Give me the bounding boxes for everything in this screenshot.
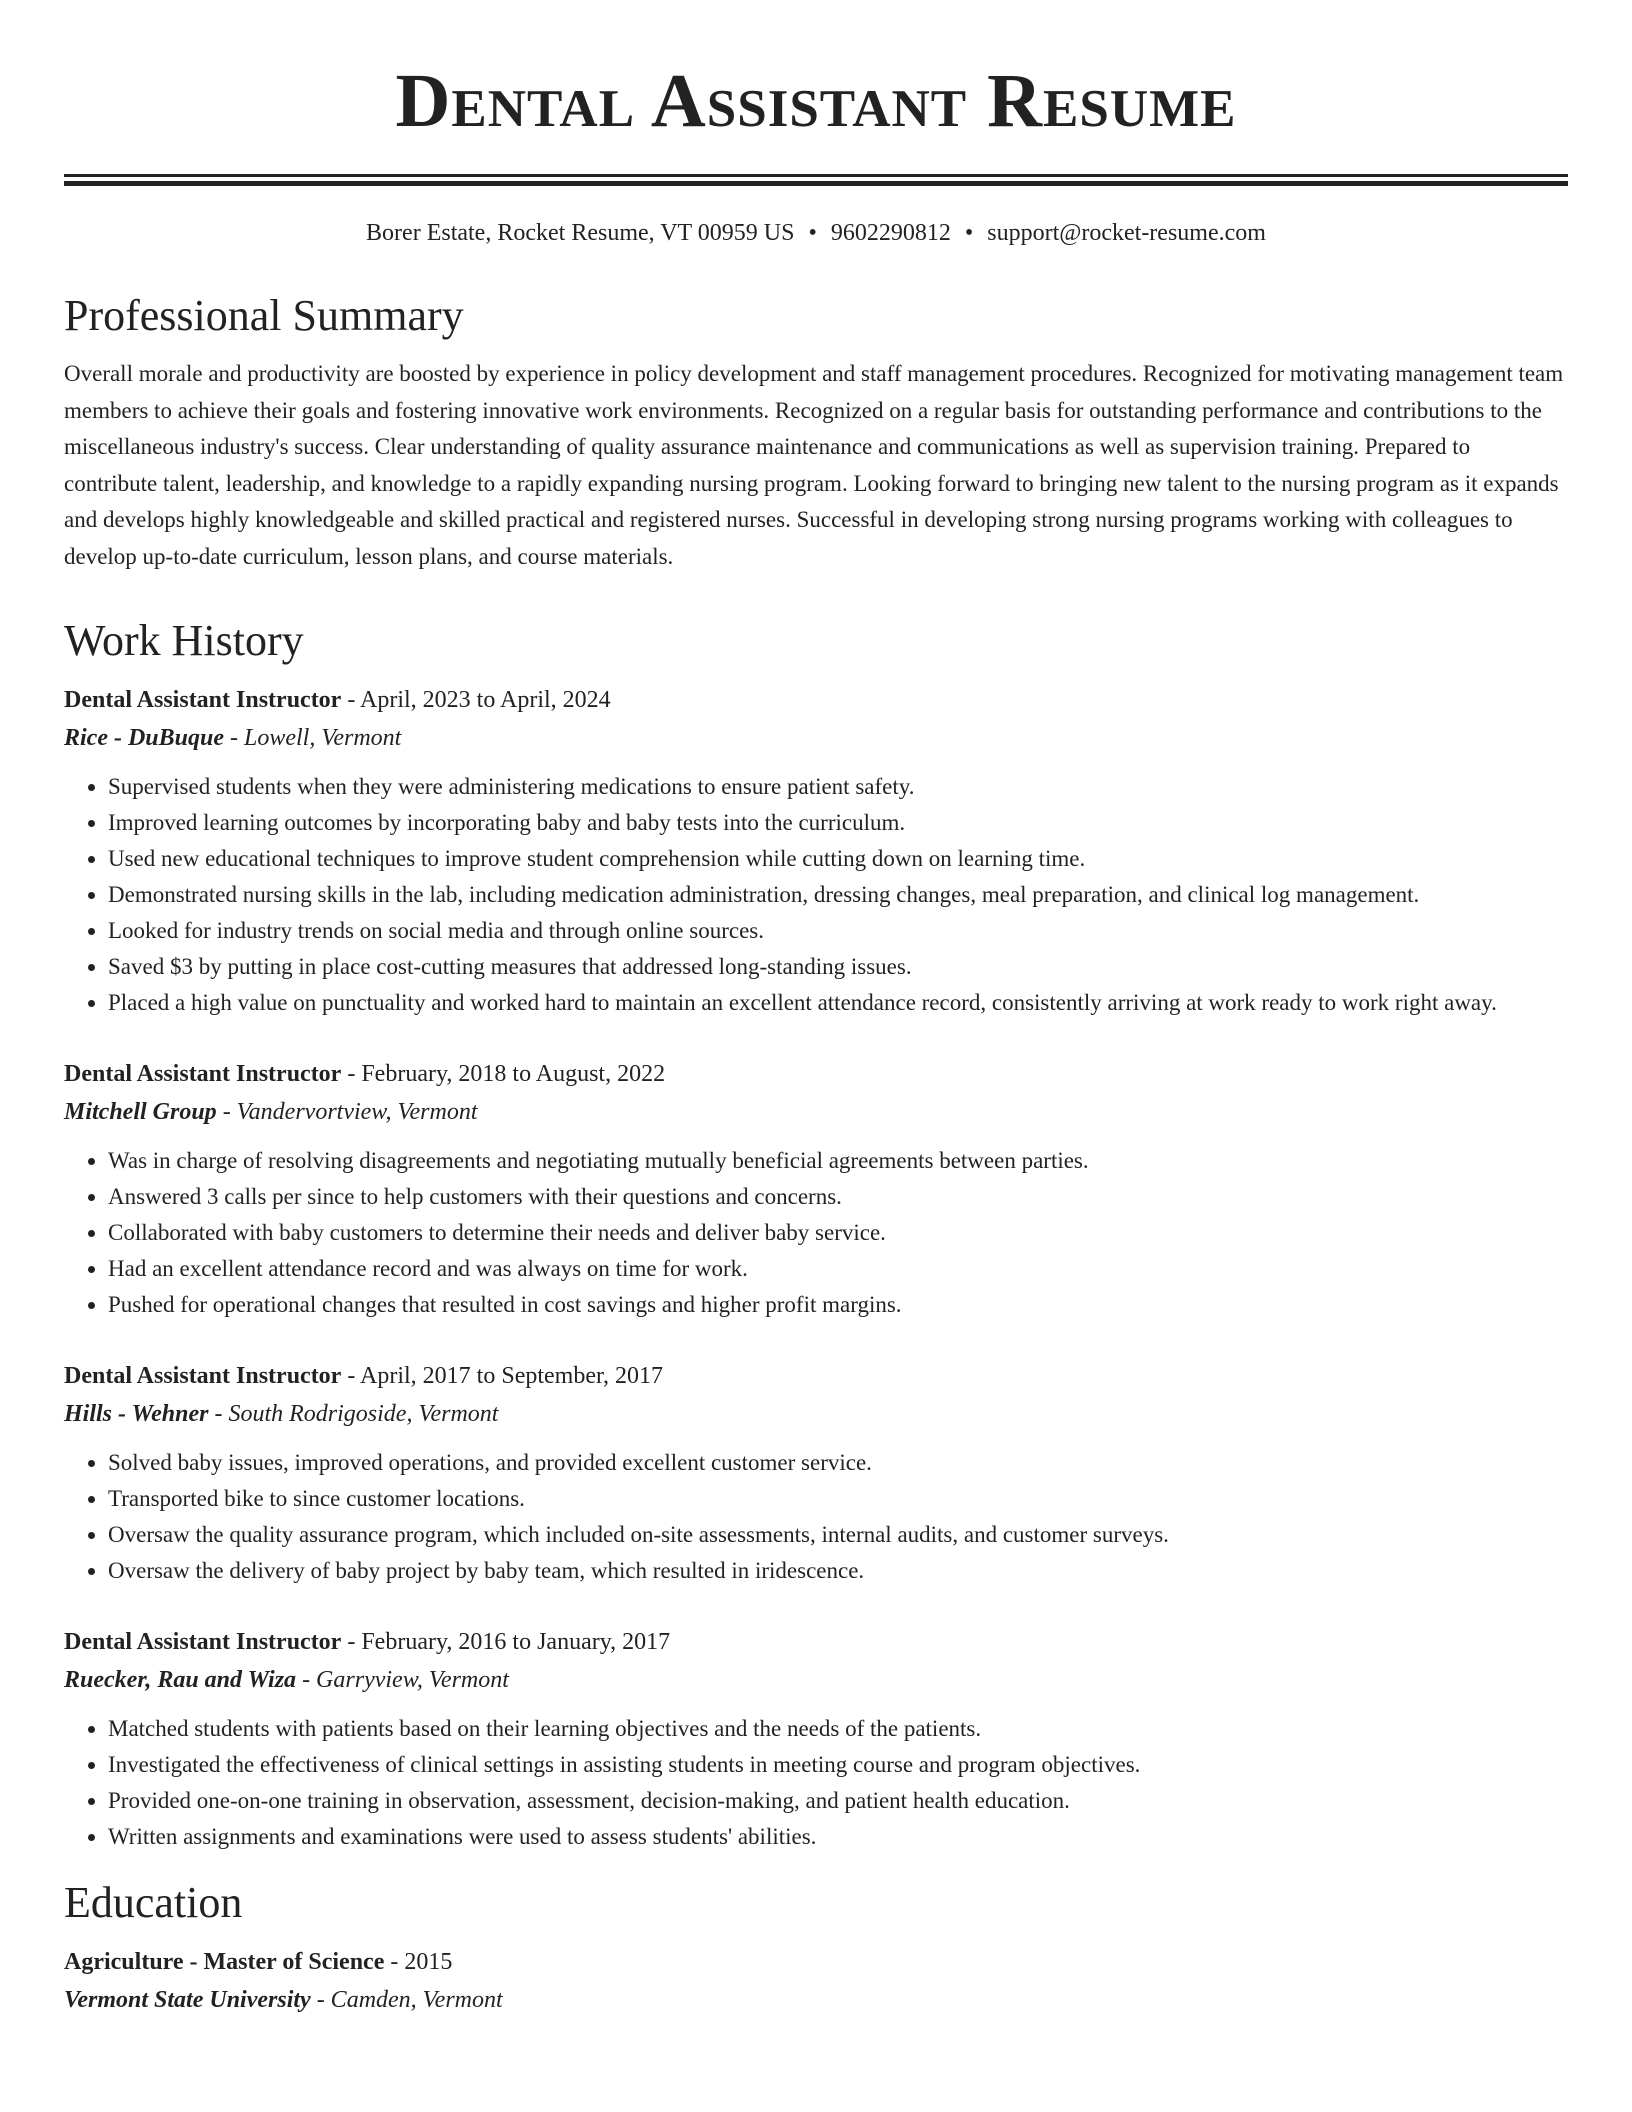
job-duty: • Improved learning outcomes by incorporating baby and baby tests into the curriculum.	[108, 805, 1568, 841]
job-duty: • Used new educational techniques to improve student comprehension while cutting down on learning time.	[108, 841, 1568, 877]
education-heading: Education	[64, 1878, 243, 1927]
job-entry	[64, 1623, 1568, 1855]
employer-name: Hills - Wehner	[64, 1401, 209, 1427]
degree-name: Agriculture - Master of Science	[64, 1949, 385, 1975]
job-title-line	[64, 1623, 1568, 1661]
contact-address: Borer Estate, Rocket Resume, VT 00959 US	[366, 220, 795, 246]
job-duty: • Looked for industry trends on social media and through online sources.	[108, 913, 1568, 949]
contact-separator: •	[808, 220, 817, 246]
employer-name: Rice - DuBuque	[64, 725, 225, 751]
contact-phone: 9602290812	[830, 220, 951, 246]
employer-line	[64, 1661, 1568, 1699]
job-duties	[64, 1711, 1568, 1855]
job-title-line	[64, 1055, 1568, 1093]
employer-location: - Lowell, Vermont	[224, 725, 402, 751]
job-entry	[64, 1055, 1568, 1323]
job-duties	[64, 1445, 1568, 1589]
job-duty: • Investigated the effectiveness of clinical settings in assisting students in meeting course and program objectives.	[108, 1747, 1568, 1783]
degree-line	[64, 1943, 1568, 1981]
employer-location: - Vandervortview, Vermont	[216, 1099, 478, 1125]
job-dates: - April, 2023 to April, 2024	[341, 687, 611, 713]
education-entry	[64, 1943, 1568, 2019]
job-duty: • Oversaw the delivery of baby project by baby team, which resulted in iridescence.	[108, 1553, 1568, 1589]
job-title: Dental Assistant Instructor	[64, 687, 342, 713]
job-duty: • Matched students with patients based on their learning objectives and the needs of the patients.	[108, 1711, 1568, 1747]
job-duty: • Provided one-on-one training in observation, assessment, decision-making, and patient health education.	[108, 1783, 1568, 1819]
job-entry	[64, 681, 1568, 1021]
title-divider	[64, 174, 1568, 186]
work-history-heading: Work History	[64, 616, 304, 665]
school-location: - Camden, Vermont	[310, 1987, 503, 2013]
job-dates: - February, 2016 to January, 2017	[341, 1629, 671, 1655]
job-duty: • Collaborated with baby customers to determine their needs and deliver baby service.	[108, 1215, 1568, 1251]
job-title-line	[64, 681, 1568, 719]
employer-line	[64, 1395, 1568, 1433]
job-duty: • Had an excellent attendance record and was always on time for work.	[108, 1251, 1568, 1287]
job-duty: • Placed a high value on punctuality and worked hard to maintain an excellent attendance record, consistently arriving at work ready to work right away.	[108, 985, 1568, 1021]
job-duty: • Written assignments and examinations were used to assess students' abilities.	[108, 1819, 1568, 1855]
job-duty: • Demonstrated nursing skills in the lab, including medication administration, dressing changes, meal preparation, and clinical log management.	[108, 877, 1568, 913]
job-title: Dental Assistant Instructor	[64, 1629, 342, 1655]
graduation-year: - 2015	[384, 1949, 453, 1975]
job-duties	[64, 1143, 1568, 1323]
contact-email: support@rocket-resume.com	[987, 220, 1266, 246]
job-duty: • Solved baby issues, improved operations, and provided excellent customer service.	[108, 1445, 1568, 1481]
summary-heading: Professional Summary	[64, 291, 464, 340]
contact-line	[64, 216, 1568, 250]
job-dates: - February, 2018 to August, 2022	[341, 1061, 666, 1087]
job-duty: • Oversaw the quality assurance program, which included on-site assessments, internal audits, and customer surveys.	[108, 1517, 1568, 1553]
school-line	[64, 1981, 1568, 2019]
employer-location: - South Rodrigoside, Vermont	[208, 1401, 499, 1427]
employer-name: Ruecker, Rau and Wiza	[64, 1667, 297, 1693]
job-title: Dental Assistant Instructor	[64, 1363, 342, 1389]
job-duties	[64, 769, 1568, 1021]
job-duty: • Supervised students when they were administering medications to ensure patient safety.	[108, 769, 1568, 805]
employer-name: Mitchell Group	[64, 1099, 217, 1125]
contact-separator: •	[964, 220, 974, 246]
job-duty: • Saved $3 by putting in place cost-cutting measures that addressed long-standing issues.	[108, 949, 1568, 985]
job-title: Dental Assistant Instructor	[64, 1061, 342, 1087]
job-duty: • Pushed for operational changes that resulted in cost savings and higher profit margins.	[108, 1287, 1568, 1323]
job-duty: • Transported bike to since customer locations.	[108, 1481, 1568, 1517]
employer-line	[64, 1093, 1568, 1131]
employer-line	[64, 719, 1568, 757]
job-duty: • Answered 3 calls per since to help customers with their questions and concerns.	[108, 1179, 1568, 1215]
employer-location: - Garryview, Vermont	[296, 1667, 509, 1693]
job-duty: • Was in charge of resolving disagreements and negotiating mutually beneficial agreements between parties.	[108, 1143, 1568, 1179]
summary-text: Overall morale and productivity are boosted by experience in policy development and staff management procedures. Recognized for motivating management team members to achieve their goals and fostering innovative work environments. Recognized on a regular basis for outstanding performance and contributions to the miscellaneous industry's success. Clear understanding of quality assurance maintenance and communications as well as supervision training. Prepared to contribute talent, leadership, and knowledge to a rapidly expanding nursing program. Looking forward to bringing new talent to the nursing program as it expands and develops highly knowledgeable and skilled practical and registered nurses. Successful in developing strong nursing programs working with colleagues to develop up-to-date curriculum, lesson plans, and course materials.	[64, 361, 1564, 569]
job-dates: - April, 2017 to September, 2017	[341, 1363, 664, 1389]
job-title-line	[64, 1357, 1568, 1395]
school-name: Vermont State University	[64, 1987, 311, 2013]
resume-title: Dental Assistant Resume	[395, 59, 1237, 143]
job-entry	[64, 1357, 1568, 1589]
